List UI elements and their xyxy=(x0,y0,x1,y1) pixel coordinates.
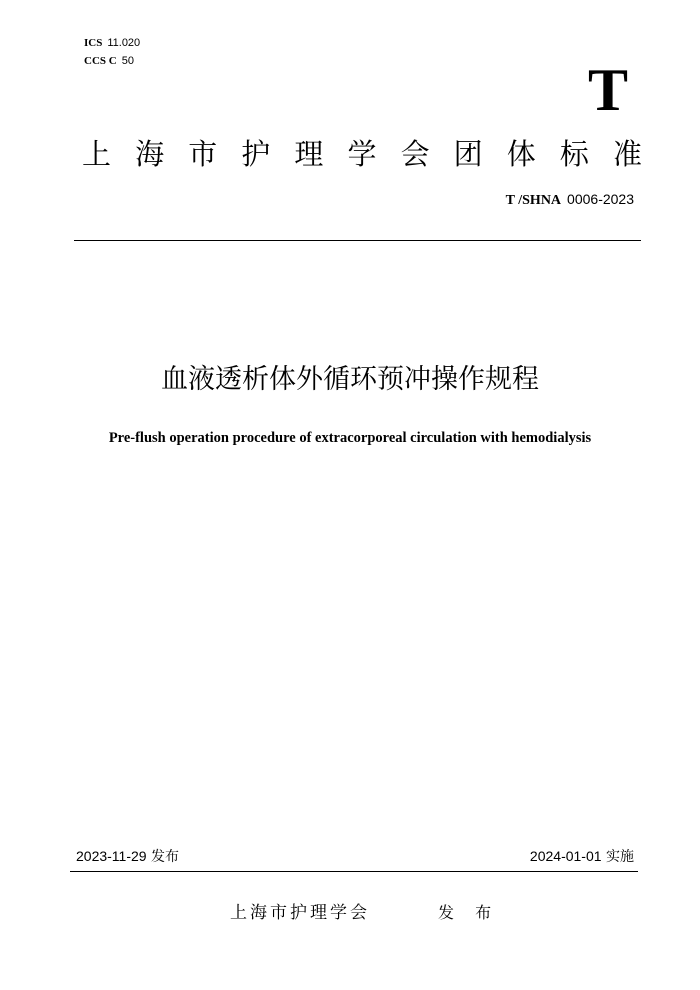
org-title-char: 理 xyxy=(294,137,324,171)
org-title-char: 准 xyxy=(612,137,642,171)
org-title-char: 市 xyxy=(188,137,218,171)
org-title-char: 海 xyxy=(135,137,165,171)
standard-type-letter: T xyxy=(587,57,628,123)
standard-number-value: 0006-2023 xyxy=(567,191,634,207)
organization-title xyxy=(82,136,642,172)
ics-code xyxy=(84,36,140,50)
english-title: Pre-flush operation procedure of extracorporeal circulation with hemodialysis xyxy=(108,430,592,446)
issue-date-value: 2023-11-29 xyxy=(76,848,147,864)
top-divider xyxy=(74,240,641,241)
issue-date-label: 发布 xyxy=(151,849,180,865)
ics-value: 11.020 xyxy=(107,37,141,49)
bottom-divider xyxy=(70,871,638,872)
org-title-char: 团 xyxy=(453,137,483,171)
ccs-value: 50 xyxy=(121,55,134,67)
issue-date xyxy=(76,847,179,866)
implementation-date xyxy=(530,847,634,866)
publisher-name: 上海市护理学会 xyxy=(230,903,370,923)
ccs-label: CCS C xyxy=(84,55,117,67)
chinese-title: 血液透析体外循环预冲操作规程 xyxy=(161,364,539,395)
org-title-char: 上 xyxy=(82,137,112,171)
org-title-char: 体 xyxy=(506,137,536,171)
org-title-char: 标 xyxy=(559,137,589,171)
standard-number xyxy=(506,190,634,210)
standard-number-prefix: T /SHNA xyxy=(505,193,562,208)
org-title-char: 学 xyxy=(347,137,377,171)
implementation-date-value: 2024-01-01 xyxy=(529,848,602,864)
org-title-char: 会 xyxy=(400,137,430,171)
ccs-code xyxy=(84,54,134,68)
publish-label: 发 布 xyxy=(438,903,500,922)
ics-label: ICS xyxy=(84,37,103,49)
org-title-char: 护 xyxy=(241,137,271,171)
implementation-date-label: 实施 xyxy=(606,849,634,865)
